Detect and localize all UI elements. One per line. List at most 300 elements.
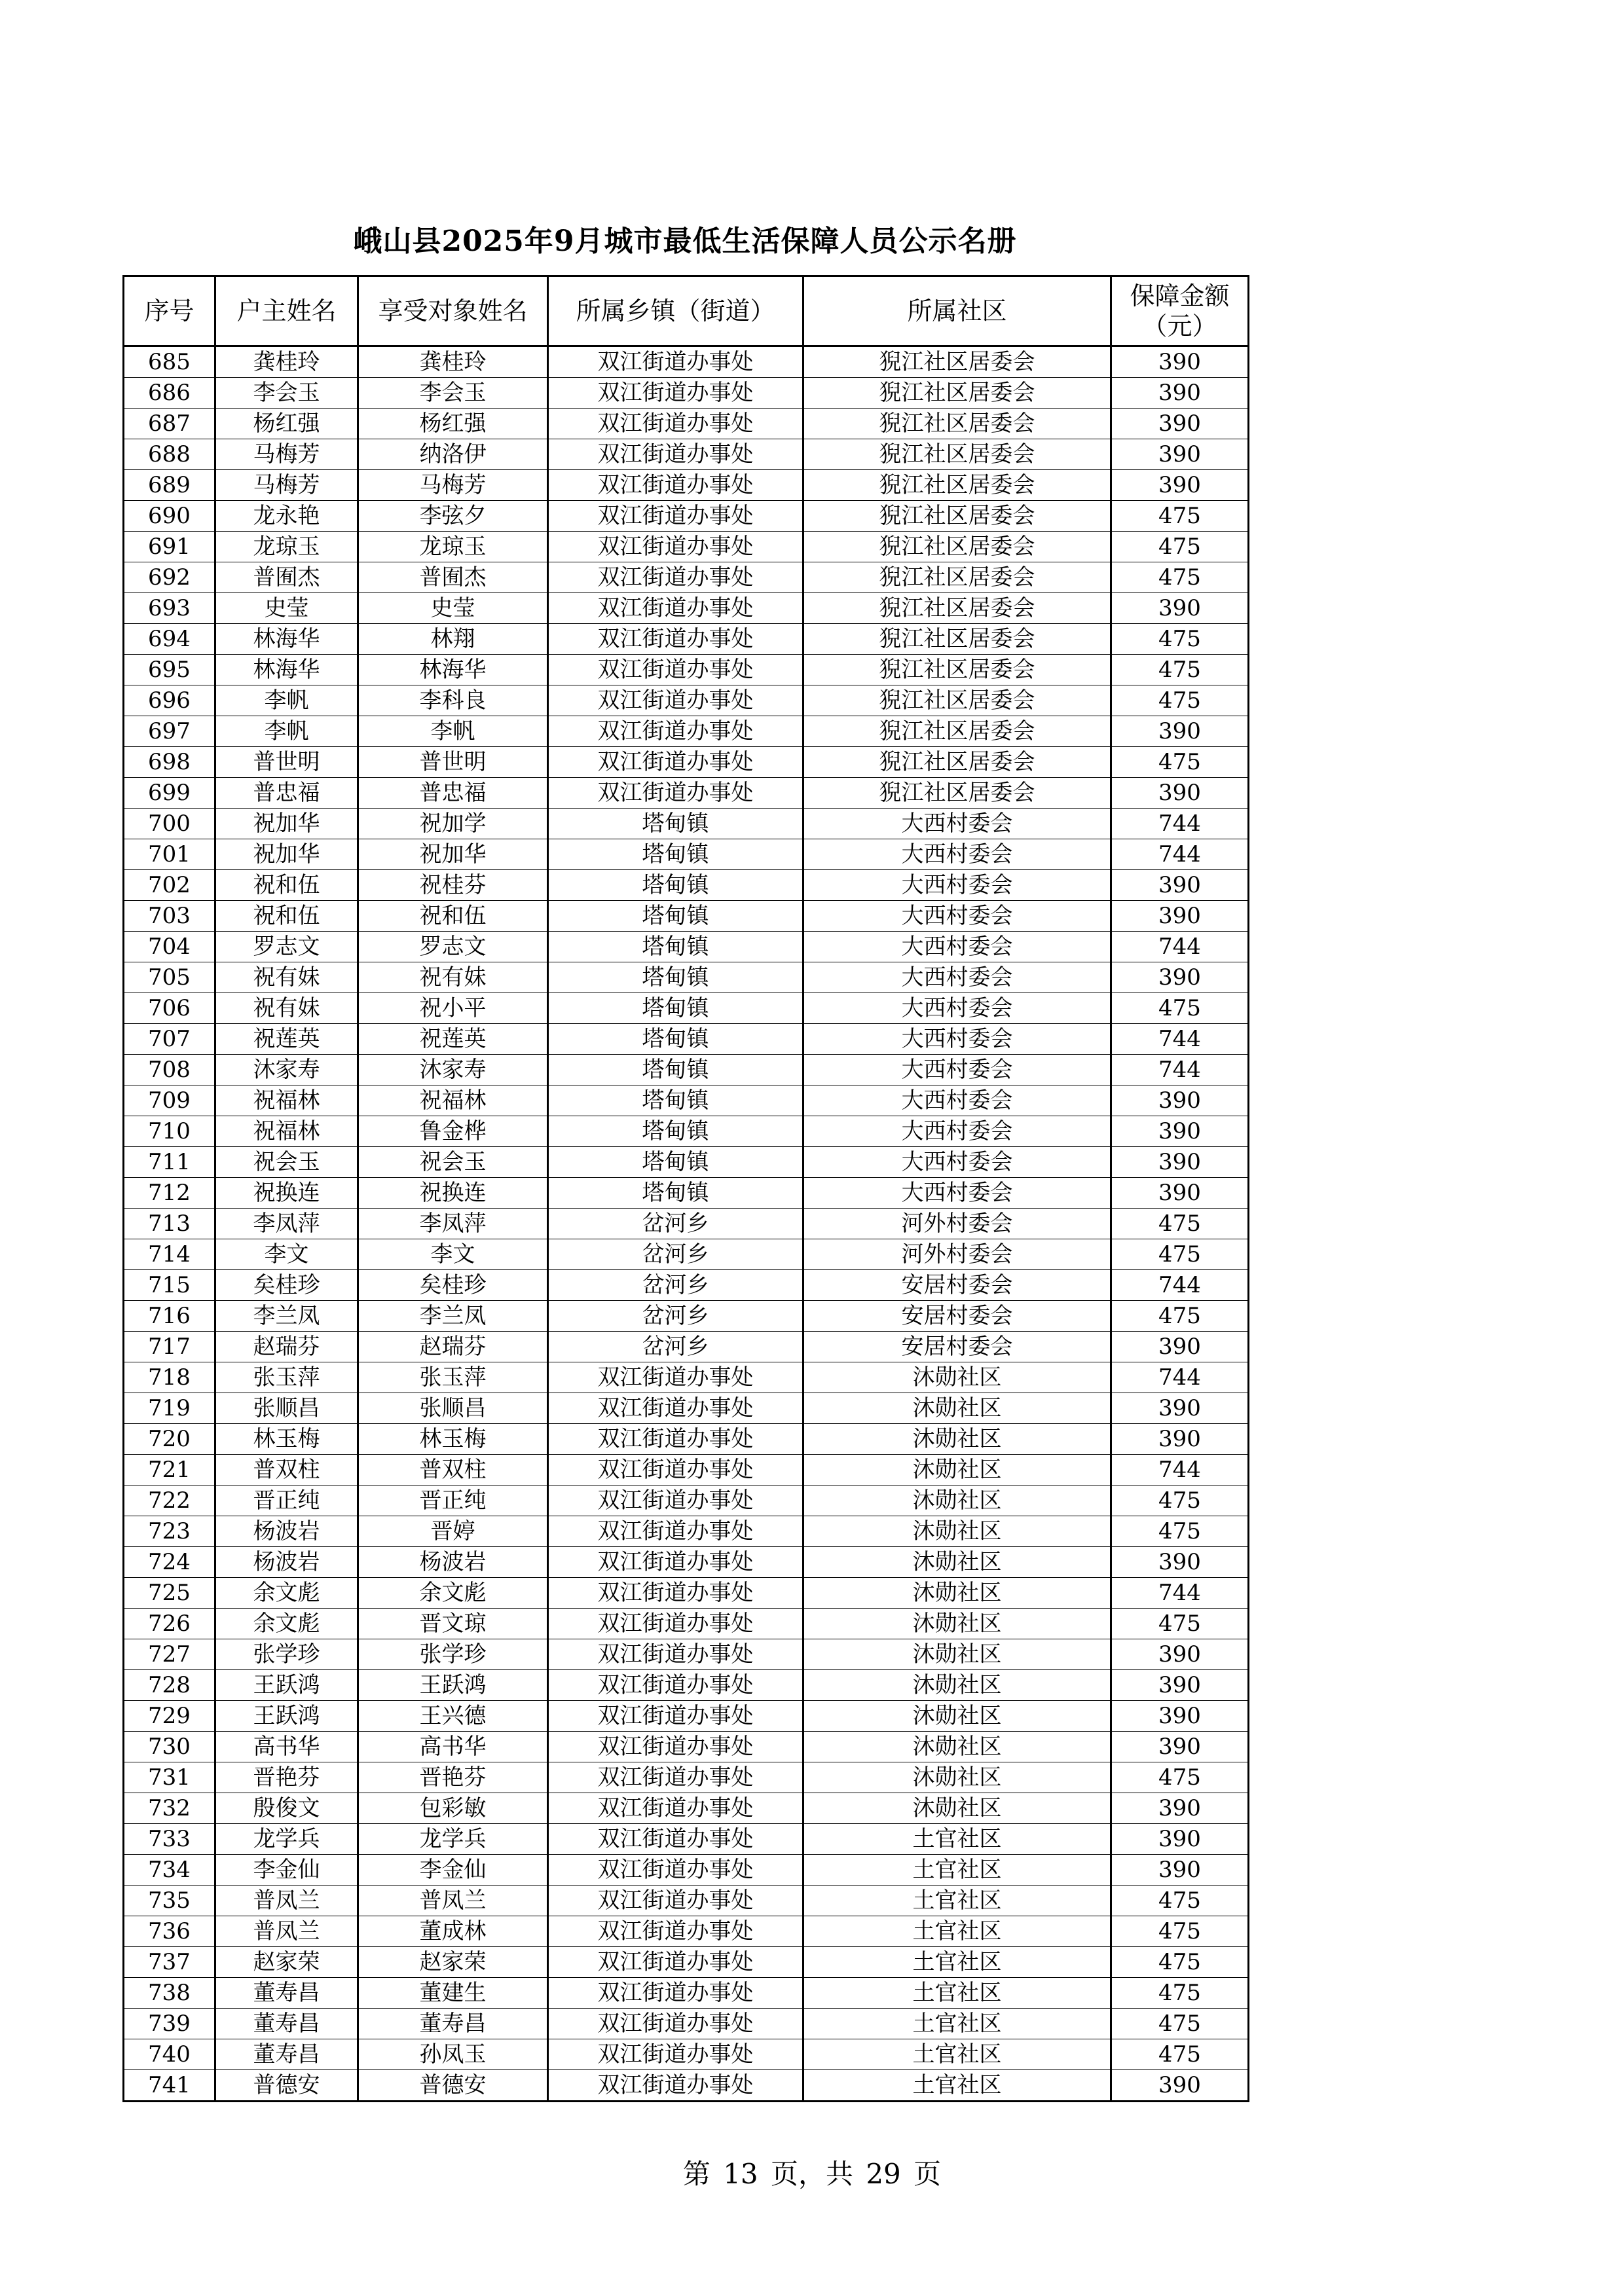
cell-index: 704 [124,932,215,962]
cell-household-head: 李兰凤 [215,1301,358,1332]
cell-township: 岔河乡 [548,1270,803,1301]
table-row [124,1055,1249,1085]
cell-amount: 390 [1111,962,1249,993]
cell-township: 塔甸镇 [548,932,803,962]
cell-amount: 390 [1111,1824,1249,1855]
cell-household-head: 祝莲英 [215,1024,358,1055]
cell-index: 733 [124,1824,215,1855]
cell-index: 724 [124,1547,215,1578]
cell-beneficiary: 杨红强 [358,409,548,439]
cell-community: 大西村委会 [803,1085,1111,1116]
cell-household-head: 龚桂玲 [215,346,358,378]
cell-township: 双江街道办事处 [548,1701,803,1732]
cell-amount: 390 [1111,778,1249,809]
cell-township: 双江街道办事处 [548,1639,803,1670]
cell-household-head: 林海华 [215,624,358,655]
header-amount-label: 保障金额 [1130,282,1230,310]
table-row [124,2009,1249,2039]
cell-household-head: 沐家寿 [215,1055,358,1085]
table-row [124,378,1249,409]
cell-amount: 475 [1111,655,1249,685]
cell-household-head: 普双柱 [215,1455,358,1485]
cell-community: 猊江社区居委会 [803,593,1111,624]
table-row [124,1793,1249,1824]
cell-beneficiary: 张顺昌 [358,1393,548,1424]
cell-index: 705 [124,962,215,993]
cell-index: 714 [124,1239,215,1270]
cell-beneficiary: 林海华 [358,655,548,685]
cell-household-head: 董寿昌 [215,1978,358,2009]
cell-index: 687 [124,409,215,439]
cell-household-head: 矣桂珍 [215,1270,358,1301]
cell-household-head: 张顺昌 [215,1393,358,1424]
cell-household-head: 李帆 [215,685,358,716]
table-row [124,1547,1249,1578]
cell-township: 双江街道办事处 [548,1609,803,1639]
cell-beneficiary: 普囿杰 [358,562,548,593]
table-row [124,747,1249,778]
cell-township: 双江街道办事处 [548,1732,803,1762]
table-row [124,1701,1249,1732]
cell-township: 双江街道办事处 [548,439,803,470]
cell-community: 大西村委会 [803,1147,1111,1178]
cell-township: 双江街道办事处 [548,470,803,501]
table-row [124,778,1249,809]
cell-township: 塔甸镇 [548,870,803,901]
table-row [124,2039,1249,2070]
cell-township: 塔甸镇 [548,1116,803,1147]
cell-community: 沐勋社区 [803,1485,1111,1516]
cell-beneficiary: 高书华 [358,1732,548,1762]
cell-community: 大西村委会 [803,870,1111,901]
cell-beneficiary: 李兰凤 [358,1301,548,1332]
table-row [124,501,1249,532]
cell-township: 岔河乡 [548,1239,803,1270]
cell-amount: 390 [1111,409,1249,439]
cell-beneficiary: 祝换连 [358,1178,548,1209]
table-row [124,962,1249,993]
cell-index: 728 [124,1670,215,1701]
cell-community: 沐勋社区 [803,1393,1111,1424]
cell-amount: 390 [1111,1332,1249,1362]
cell-household-head: 祝加华 [215,809,358,839]
cell-household-head: 马梅芳 [215,470,358,501]
cell-township: 双江街道办事处 [548,1670,803,1701]
cell-township: 双江街道办事处 [548,532,803,562]
cell-index: 688 [124,439,215,470]
table-row [124,655,1249,685]
cell-township: 双江街道办事处 [548,1978,803,2009]
cell-township: 双江街道办事处 [548,1916,803,1947]
cell-community: 猊江社区居委会 [803,624,1111,655]
cell-amount: 475 [1111,1916,1249,1947]
cell-index: 710 [124,1116,215,1147]
cell-amount: 390 [1111,1855,1249,1886]
cell-beneficiary: 李凤萍 [358,1209,548,1239]
cell-household-head: 李金仙 [215,1855,358,1886]
table-row [124,1147,1249,1178]
cell-household-head: 李文 [215,1239,358,1270]
header-township: 所属乡镇（街道） [548,276,803,346]
cell-household-head: 普忠福 [215,778,358,809]
cell-household-head: 祝和伍 [215,870,358,901]
table-row [124,1362,1249,1393]
cell-beneficiary: 林翔 [358,624,548,655]
table-row [124,1270,1249,1301]
cell-community: 猊江社区居委会 [803,747,1111,778]
cell-township: 双江街道办事处 [548,1362,803,1393]
cell-community: 大西村委会 [803,839,1111,870]
cell-community: 猊江社区居委会 [803,716,1111,747]
cell-township: 双江街道办事处 [548,1762,803,1793]
cell-index: 690 [124,501,215,532]
cell-community: 猊江社区居委会 [803,409,1111,439]
cell-household-head: 普德安 [215,2070,358,2102]
cell-index: 736 [124,1916,215,1947]
cell-township: 双江街道办事处 [548,1855,803,1886]
cell-beneficiary: 普忠福 [358,778,548,809]
cell-index: 708 [124,1055,215,1085]
cell-community: 河外村委会 [803,1239,1111,1270]
cell-amount: 475 [1111,562,1249,593]
cell-community: 沐勋社区 [803,1516,1111,1547]
cell-beneficiary: 董寿昌 [358,2009,548,2039]
cell-beneficiary: 晋文琼 [358,1609,548,1639]
cell-beneficiary: 祝有妹 [358,962,548,993]
cell-amount: 390 [1111,439,1249,470]
cell-beneficiary: 纳洛伊 [358,439,548,470]
cell-township: 双江街道办事处 [548,1947,803,1978]
cell-index: 732 [124,1793,215,1824]
cell-community: 沐勋社区 [803,1609,1111,1639]
cell-beneficiary: 祝加学 [358,809,548,839]
cell-household-head: 赵家荣 [215,1947,358,1978]
cell-amount: 475 [1111,1947,1249,1978]
cell-beneficiary: 祝会玉 [358,1147,548,1178]
cell-beneficiary: 龚桂玲 [358,346,548,378]
cell-community: 大西村委会 [803,1178,1111,1209]
cell-index: 693 [124,593,215,624]
header-amount [1111,276,1249,346]
cell-beneficiary: 祝福林 [358,1085,548,1116]
cell-amount: 475 [1111,1301,1249,1332]
cell-household-head: 马梅芳 [215,439,358,470]
cell-beneficiary: 马梅芳 [358,470,548,501]
cell-township: 塔甸镇 [548,809,803,839]
cell-index: 695 [124,655,215,685]
cell-township: 双江街道办事处 [548,1455,803,1485]
table-row [124,624,1249,655]
cell-index: 720 [124,1424,215,1455]
table-row [124,1424,1249,1455]
cell-community: 沐勋社区 [803,1362,1111,1393]
cell-index: 700 [124,809,215,839]
cell-index: 706 [124,993,215,1024]
table-row [124,470,1249,501]
cell-community: 土官社区 [803,2009,1111,2039]
cell-beneficiary: 赵家荣 [358,1947,548,1978]
table-row [124,1578,1249,1609]
cell-township: 双江街道办事处 [548,1547,803,1578]
table-row [124,1332,1249,1362]
cell-community: 沐勋社区 [803,1424,1111,1455]
cell-community: 猊江社区居委会 [803,655,1111,685]
cell-amount: 390 [1111,901,1249,932]
cell-amount: 475 [1111,501,1249,532]
cell-beneficiary: 余文彪 [358,1578,548,1609]
cell-township: 双江街道办事处 [548,624,803,655]
cell-community: 土官社区 [803,1855,1111,1886]
cell-township: 塔甸镇 [548,1085,803,1116]
cell-index: 741 [124,2070,215,2102]
table-row [124,1116,1249,1147]
cell-beneficiary: 普凤兰 [358,1886,548,1916]
cell-household-head: 晋正纯 [215,1485,358,1516]
table-row [124,1670,1249,1701]
cell-community: 猊江社区居委会 [803,470,1111,501]
cell-household-head: 史莹 [215,593,358,624]
cell-community: 沐勋社区 [803,1701,1111,1732]
cell-household-head: 杨波岩 [215,1516,358,1547]
cell-community: 安居村委会 [803,1332,1111,1362]
cell-index: 735 [124,1886,215,1916]
cell-amount: 390 [1111,1732,1249,1762]
cell-amount: 475 [1111,532,1249,562]
cell-beneficiary: 沐家寿 [358,1055,548,1085]
cell-amount: 744 [1111,1455,1249,1485]
cell-index: 685 [124,346,215,378]
cell-beneficiary: 矣桂珍 [358,1270,548,1301]
cell-township: 塔甸镇 [548,1147,803,1178]
cell-community: 猊江社区居委会 [803,778,1111,809]
table-row [124,346,1249,378]
cell-household-head: 普囿杰 [215,562,358,593]
cell-beneficiary: 李会玉 [358,378,548,409]
cell-community: 大西村委会 [803,932,1111,962]
cell-amount: 744 [1111,839,1249,870]
table-row [124,839,1249,870]
cell-index: 702 [124,870,215,901]
cell-amount: 744 [1111,809,1249,839]
cell-beneficiary: 董成林 [358,1916,548,1947]
cell-township: 双江街道办事处 [548,1886,803,1916]
cell-community: 大西村委会 [803,1116,1111,1147]
cell-amount: 390 [1111,1116,1249,1147]
cell-township: 双江街道办事处 [548,346,803,378]
cell-community: 沐勋社区 [803,1547,1111,1578]
cell-township: 塔甸镇 [548,962,803,993]
header-amount-unit: （元） [1142,312,1217,340]
cell-township: 双江街道办事处 [548,1824,803,1855]
cell-township: 塔甸镇 [548,901,803,932]
table-row [124,1639,1249,1670]
cell-community: 猊江社区居委会 [803,346,1111,378]
cell-household-head: 李会玉 [215,378,358,409]
cell-amount: 390 [1111,870,1249,901]
cell-amount: 390 [1111,593,1249,624]
table-row [124,1301,1249,1332]
cell-township: 双江街道办事处 [548,747,803,778]
cell-household-head: 李帆 [215,716,358,747]
table-row [124,1609,1249,1639]
cell-beneficiary: 祝莲英 [358,1024,548,1055]
cell-township: 双江街道办事处 [548,1393,803,1424]
cell-community: 土官社区 [803,1824,1111,1855]
cell-amount: 475 [1111,2009,1249,2039]
cell-amount: 390 [1111,1085,1249,1116]
cell-beneficiary: 祝加华 [358,839,548,870]
cell-community: 河外村委会 [803,1209,1111,1239]
cell-index: 739 [124,2009,215,2039]
cell-index: 696 [124,685,215,716]
cell-index: 734 [124,1855,215,1886]
cell-index: 729 [124,1701,215,1732]
table-row [124,1209,1249,1239]
cell-township: 双江街道办事处 [548,716,803,747]
cell-township: 塔甸镇 [548,993,803,1024]
cell-household-head: 龙永艳 [215,501,358,532]
cell-household-head: 龙学兵 [215,1824,358,1855]
cell-amount: 475 [1111,1239,1249,1270]
cell-index: 721 [124,1455,215,1485]
cell-household-head: 龙琼玉 [215,532,358,562]
table-row [124,1393,1249,1424]
cell-community: 猊江社区居委会 [803,439,1111,470]
cell-township: 双江街道办事处 [548,501,803,532]
cell-household-head: 殷俊文 [215,1793,358,1824]
table-row [124,1855,1249,1886]
cell-beneficiary: 李帆 [358,716,548,747]
cell-beneficiary: 张玉萍 [358,1362,548,1393]
table-row [124,1762,1249,1793]
cell-township: 双江街道办事处 [548,1793,803,1824]
cell-index: 737 [124,1947,215,1978]
cell-amount: 475 [1111,1516,1249,1547]
table-row [124,409,1249,439]
cell-amount: 475 [1111,1485,1249,1516]
cell-household-head: 杨红强 [215,409,358,439]
cell-beneficiary: 李金仙 [358,1855,548,1886]
cell-household-head: 祝会玉 [215,1147,358,1178]
cell-township: 双江街道办事处 [548,409,803,439]
cell-beneficiary: 张学珍 [358,1639,548,1670]
table-row [124,1732,1249,1762]
cell-index: 712 [124,1178,215,1209]
header-community: 所属社区 [803,276,1111,346]
cell-amount: 475 [1111,624,1249,655]
cell-index: 689 [124,470,215,501]
cell-community: 大西村委会 [803,1024,1111,1055]
cell-household-head: 赵瑞芬 [215,1332,358,1362]
cell-beneficiary: 普双柱 [358,1455,548,1485]
cell-index: 715 [124,1270,215,1301]
cell-household-head: 林玉梅 [215,1424,358,1455]
cell-household-head: 高书华 [215,1732,358,1762]
cell-beneficiary: 晋婷 [358,1516,548,1547]
cell-township: 双江街道办事处 [548,2070,803,2102]
table-row [124,1455,1249,1485]
cell-index: 703 [124,901,215,932]
cell-community: 土官社区 [803,1978,1111,2009]
cell-household-head: 普凤兰 [215,1886,358,1916]
cell-amount: 475 [1111,1762,1249,1793]
cell-index: 713 [124,1209,215,1239]
cell-household-head: 祝有妹 [215,962,358,993]
table-row [124,1024,1249,1055]
cell-community: 猊江社区居委会 [803,562,1111,593]
cell-community: 猊江社区居委会 [803,685,1111,716]
table-row [124,562,1249,593]
cell-index: 730 [124,1732,215,1762]
cell-index: 686 [124,378,215,409]
cell-household-head: 王跃鸿 [215,1670,358,1701]
cell-index: 707 [124,1024,215,1055]
cell-township: 塔甸镇 [548,1024,803,1055]
cell-community: 大西村委会 [803,993,1111,1024]
cell-beneficiary: 史莹 [358,593,548,624]
table-row [124,1085,1249,1116]
cell-community: 猊江社区居委会 [803,501,1111,532]
cell-household-head: 王跃鸿 [215,1701,358,1732]
table-row [124,532,1249,562]
cell-amount: 390 [1111,2070,1249,2102]
cell-amount: 390 [1111,1701,1249,1732]
cell-index: 697 [124,716,215,747]
cell-household-head: 祝换连 [215,1178,358,1209]
cell-beneficiary: 林玉梅 [358,1424,548,1455]
cell-household-head: 祝福林 [215,1085,358,1116]
cell-township: 双江街道办事处 [548,655,803,685]
cell-community: 沐勋社区 [803,1455,1111,1485]
table-row [124,870,1249,901]
cell-township: 双江街道办事处 [548,1485,803,1516]
table-row [124,439,1249,470]
cell-household-head: 林海华 [215,655,358,685]
cell-index: 718 [124,1362,215,1393]
cell-beneficiary: 祝和伍 [358,901,548,932]
cell-beneficiary: 李弦夕 [358,501,548,532]
cell-beneficiary: 龙学兵 [358,1824,548,1855]
cell-community: 大西村委会 [803,1055,1111,1085]
cell-township: 塔甸镇 [548,839,803,870]
cell-community: 安居村委会 [803,1270,1111,1301]
cell-amount: 390 [1111,1547,1249,1578]
table-row [124,1978,1249,2009]
cell-index: 716 [124,1301,215,1332]
table-row [124,2070,1249,2102]
cell-community: 沐勋社区 [803,1762,1111,1793]
cell-index: 699 [124,778,215,809]
cell-beneficiary: 晋艳芬 [358,1762,548,1793]
cell-household-head: 普凤兰 [215,1916,358,1947]
cell-amount: 475 [1111,747,1249,778]
cell-community: 安居村委会 [803,1301,1111,1332]
cell-amount: 390 [1111,346,1249,378]
cell-community: 土官社区 [803,2039,1111,2070]
cell-amount: 390 [1111,1670,1249,1701]
cell-amount: 390 [1111,1147,1249,1178]
cell-household-head: 张学珍 [215,1639,358,1670]
cell-beneficiary: 王跃鸿 [358,1670,548,1701]
cell-amount: 390 [1111,470,1249,501]
cell-household-head: 董寿昌 [215,2039,358,2070]
cell-index: 723 [124,1516,215,1547]
cell-community: 大西村委会 [803,809,1111,839]
cell-household-head: 余文彪 [215,1578,358,1609]
cell-township: 双江街道办事处 [548,1578,803,1609]
cell-community: 土官社区 [803,1886,1111,1916]
cell-township: 双江街道办事处 [548,1424,803,1455]
